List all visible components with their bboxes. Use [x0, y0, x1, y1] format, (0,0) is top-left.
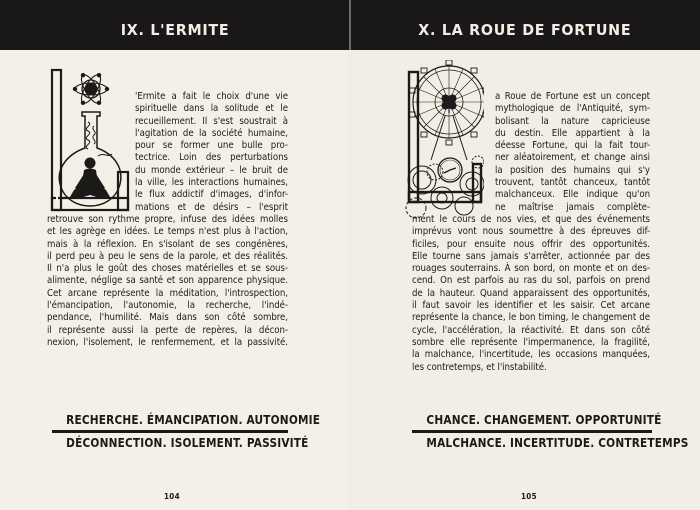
text-line: la position des humains qui s'y	[495, 164, 650, 176]
text-line: ner aléatoirement, et change ainsi	[495, 152, 650, 164]
text-line: il faut savoir les identifier et les saisir. Cet arcane	[412, 300, 650, 312]
right-body-text	[412, 214, 650, 374]
text-line: il représente aussi la perte de repères, la décon-	[47, 324, 288, 336]
text-line: Cet arcane représente la méditation, l'introspection,	[47, 287, 288, 299]
text-line: ment le cours de nos vies, et que des événements	[412, 214, 650, 225]
keywords-negative: DÉCONNECTION. ISOLEMENT. PASSIVITÉ	[66, 435, 309, 450]
text-line: nexion, l'isolement, le renfermement, et la passivité.	[47, 336, 288, 348]
right-page-header	[350, 0, 700, 50]
text-line: retrouve son rythme propre, infuse des idées molles	[47, 214, 288, 225]
text-line: cend. On est parfois au ras du sol, parfois on prend	[412, 275, 650, 287]
text-line: pendance, l'humilité. Mais dans son côté sombre,	[47, 312, 288, 324]
text-line: trouvent, tantôt chanceux, tantôt	[495, 177, 650, 189]
keywords-positive: CHANCE. CHANGEMENT. OPPORTUNITÉ	[426, 413, 662, 427]
text-line: Il n'a plus le goût des choses matérielles et se sous-	[47, 263, 288, 275]
wheel-of-fortune-illustration-icon	[402, 60, 484, 220]
text-line: déesse Fortune, qui la fait tour-	[495, 140, 650, 152]
keywords-divider	[412, 430, 652, 433]
text-line: du monde extérieur – le bruit de	[135, 164, 288, 176]
text-line: représente la chance, le bon timing, le changement de	[412, 312, 650, 324]
text-line: la malchance, l'incertitude, les occasions manquées,	[412, 349, 650, 361]
text-line: recueillement. Il s'est soustrait à	[135, 115, 288, 127]
text-line: cycle, l'accélération, la réactivité. Et dans son côté	[412, 324, 650, 336]
text-line: mations et de désirs – l'esprit	[135, 201, 288, 213]
keywords-negative: MALCHANCE. INCERTITUDE. CONTRETEMPS	[426, 435, 689, 450]
book-gutter	[349, 0, 351, 510]
text-line: bolisant la nature capricieuse	[495, 115, 650, 127]
left-keywords	[52, 413, 321, 450]
keywords-divider	[52, 430, 288, 433]
right-intro-text	[495, 91, 650, 214]
text-line: Elle tourne sans jamais s'arrêter, actionnée par des	[412, 250, 650, 262]
text-line: imprévus vont nous soumettre à des épreuves dif-	[412, 226, 650, 238]
right-page-title: X. LA ROUE DE FORTUNE	[418, 21, 632, 39]
right-page	[350, 0, 700, 510]
text-line: l'émancipation, l'autonomie, la recherche, l'indé-	[47, 300, 288, 312]
text-line: tectrice. Loin des perturbations	[135, 152, 288, 164]
text-line: le flux addictif d'images, d'infor-	[135, 189, 288, 201]
text-line: rouages souterrains. À son bord, on monte et on des-	[412, 263, 650, 275]
text-line: et les agrège en idées. Le temps n'est plus à l'action,	[47, 226, 288, 238]
text-line: spirituelle dans la solitude et le	[135, 103, 288, 115]
text-line: mythologique de l'Antiquité, sym-	[495, 103, 650, 115]
text-line: ficiles, pour ensuite nous offrir des opportunités.	[412, 238, 650, 250]
text-line: mais à la réflexion. En s'isolant de ses congénères,	[47, 238, 288, 250]
text-line: malchanceux. Elle indique qu'on	[495, 189, 650, 201]
left-intro-text	[135, 91, 288, 214]
text-line: du destin. Elle appartient à la	[495, 127, 650, 139]
text-line: pour se former une bulle pro-	[135, 140, 288, 152]
hermit-illustration-icon	[48, 66, 132, 216]
text-line: a Roue de Fortune est un concept	[495, 91, 650, 102]
page-number: 105	[521, 492, 537, 501]
left-body-text	[47, 214, 288, 349]
page-number: 104	[164, 492, 180, 501]
text-line: l'agitation de la société humaine,	[135, 127, 288, 139]
text-line: alimente, néglige sa santé et son apparence physique.	[47, 275, 288, 287]
text-line: il perd peu à peu le sens de la parole, et des réalités.	[47, 250, 288, 262]
left-page-header	[0, 0, 350, 50]
text-line: ne maîtrise jamais complète-	[495, 201, 650, 213]
left-page-title: IX. L'ERMITE	[120, 21, 230, 39]
text-line: la ville, les interactions humaines,	[135, 177, 288, 189]
text-line: sombre elle représente l'impermanence, la fragilité,	[412, 336, 650, 348]
keywords-positive: RECHERCHE. ÉMANCIPATION. AUTONOMIE	[66, 413, 321, 427]
right-keywords	[412, 413, 689, 450]
text-line: de la hauteur. Quand apparaissent des opportunités,	[412, 287, 650, 299]
header-divider	[349, 0, 351, 50]
text-line: 'Ermite a fait le choix d'une vie	[135, 91, 288, 102]
text-line: les contretemps, et l'instabilité.	[412, 361, 547, 373]
